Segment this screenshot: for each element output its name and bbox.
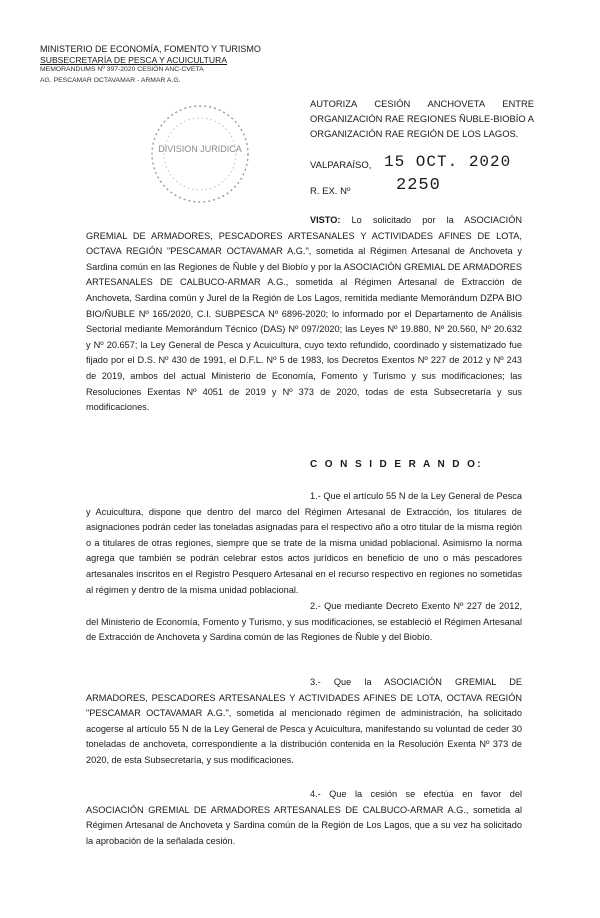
considerando-3 bbox=[86, 675, 522, 769]
stamp-text: DIVISION JURIDICA bbox=[158, 144, 242, 154]
considerando-heading: C O N S I D E R A N D O: bbox=[310, 459, 483, 470]
memo-reference: MEMORANDUMS Nº 397-2020 CESIÓN ANC-CVETA bbox=[40, 66, 204, 73]
stamped-date: 15 OCT. 2020 bbox=[384, 153, 512, 171]
ministry-name: MINISTERIO DE ECONOMÍA, FOMENTO Y TURISMO bbox=[40, 44, 261, 54]
subsecretaria-name: SUBSECRETARÍA DE PESCA Y ACUICULTURA bbox=[40, 54, 228, 65]
resolution-number: 2250 bbox=[396, 176, 441, 195]
official-stamp bbox=[146, 100, 254, 208]
considerando-text: 2.- Que mediante Decreto Exento Nº 227 de 2012, del Ministerio de Economía, Fomento y Turismo, y sus modificaciones, se estableció el Régimen Artesanal de Extracción de Anchoveta y Sardina común de las Regiones de Ñuble y del Biobío. bbox=[86, 601, 522, 643]
considerando-1 bbox=[86, 489, 522, 598]
document-subject: AUTORIZA CESIÓN ANCHOVETA ENTRE ORGANIZACIÓN RAE REGIONES ÑUBLE-BIOBÍO A ORGANIZACIÓN RAE REGIÓN DE LOS LAGOS. bbox=[310, 98, 535, 139]
visto-label: VISTO: bbox=[310, 215, 341, 225]
considerando-text: 3.- Que la ASOCIACIÓN GREMIAL DE ARMADORES, PESCADORES ARTESANALES Y ACTIVIDADES AFINES DE LOTA, OCTAVA REGIÓN "PESCAMAR OCTAVAMAR A.G.", sometida al mencionado régimen de administración, ha solicitado acogerse al artículo 55 N de la Ley General de Pesca y Acuicultura, manifestando su voluntad de ceder 30 toneladas de anchoveta, correspondiente a la distribución contenida en la Resolución Exenta Nº 373 de 2020, de esta Subsecretaría, y sus modificaciones. bbox=[86, 677, 522, 765]
considerando-text: 1.- Que el artículo 55 N de la Ley General de Pesca y Acuicultura, dispone que dentro del marco del Régimen Artesanal de Extracción, los titulares de asignaciones podrán ceder las toneladas asignadas para el respectivo año a otro titular de la misma región o a titulares de otras regiones, siempre que se trate de la misma unidad poblacional. Asimismo la norma agrega que también se podrán celebrar estos actos jurídicos en beneficio de uno o más pescadores artesanales inscritos en el Registro Pesquero Artesanal en el recurso respectivo en regiones no sometidas al régimen y dentro de la misma unidad poblacional. bbox=[86, 491, 522, 595]
visto-paragraph bbox=[86, 213, 522, 416]
considerando-4 bbox=[86, 787, 522, 849]
place-label: VALPARAÍSO, bbox=[310, 160, 372, 171]
organization-reference: AG. PESCAMAR OCTAVAMAR - ARMAR A.G. bbox=[40, 76, 181, 84]
resolution-label: R. EX. Nº bbox=[310, 186, 351, 197]
letterhead bbox=[40, 44, 280, 86]
considerando-text: 4.- Que la cesión se efectúa en favor del ASOCIACIÓN GREMIAL DE ARMADORES ARTESANALES DE CALBUCO-ARMAR A.G., sometida al Régimen Artesanal de Anchoveta y Sardina común de la Región de Los Lagos, que a su vez ha solicitado la aprobación de la señalada cesión. bbox=[86, 789, 522, 846]
considerando-2 bbox=[86, 599, 522, 646]
visto-text: Lo solicitado por la ASOCIACIÓN GREMIAL DE ARMADORES, PESCADORES ARTESANALES Y ACTIVIDADES AFINES DE LOTA, OCTAVA REGIÓN "PESCAMAR OCTAVAMAR A.G.", sometida al Régimen Artesanal de Anchoveta y Sardina común en las Regiones de Ñuble y del Biobío y por la ASOCIACIÓN GREMIAL DE ARMADORES ARTESANALES DE CALBUCO-ARMAR A.G., sometida al Régimen Artesanal de Extracción de Anchoveta, Sardina común y Jurel de la Región de Los Lagos, remitida mediante Memorándum DZPA BIO BIO/ÑUBLE Nº 165/2020, C.I. SUBPESCA Nº 6896-2020; lo informado por el Departamento de Análisis Sectorial mediante Memorándum Técnico (DAS) Nº 097/2020; las Leyes Nº 19.880, Nº 20.560, Nº 20.632 y Nº 20.657; la Ley General de Pesca y Acuicultura, cuyo texto refundido, coordinado y sistematizado fue fijado por el D.S. Nº 430 de 1991, el D.F.L. Nº 5 de 1983, los Decretos Exentos Nº 227 de 2012 y Nº 243 de 2019, ambos del actual Ministerio de Economía, Fomento y Turismo y sus modificaciones; las Resoluciones Exentas Nº 4051 de 2019 y Nº 373 de 2020, todas de esta Subsecretaría y sus modificaciones. bbox=[86, 215, 522, 413]
